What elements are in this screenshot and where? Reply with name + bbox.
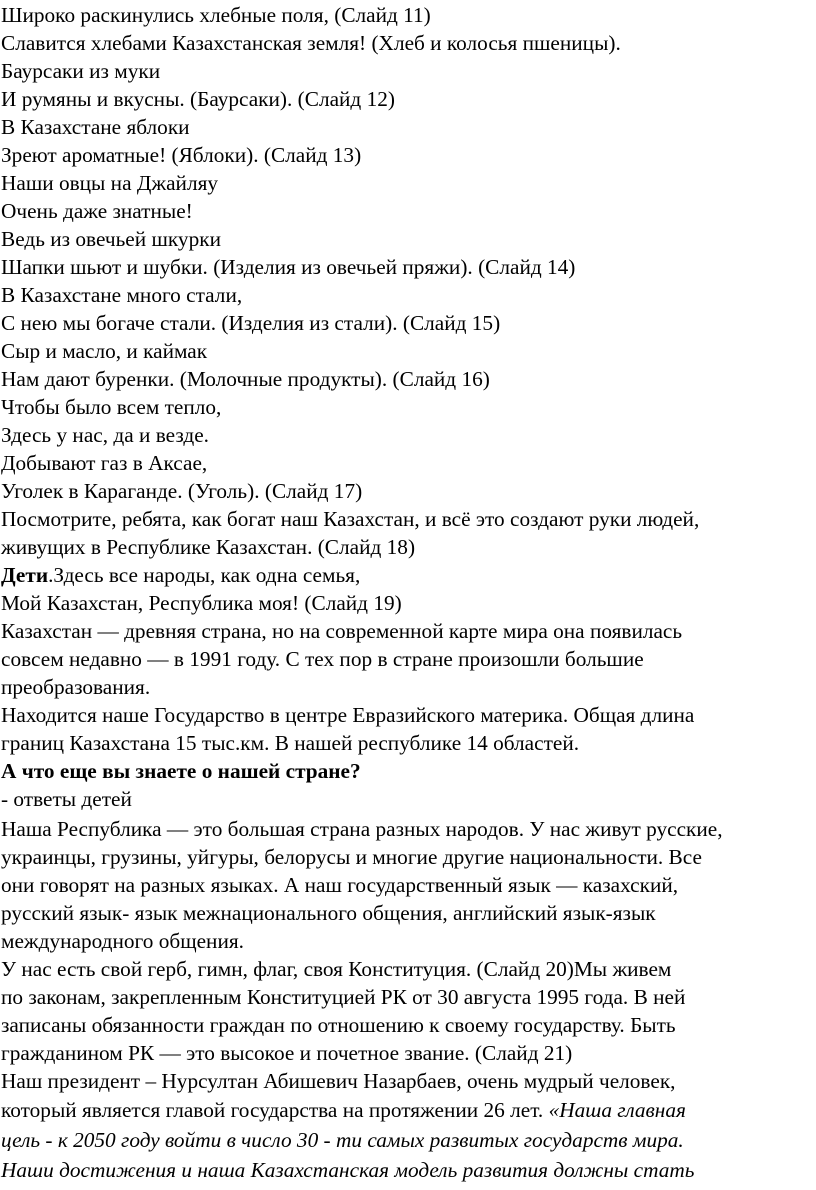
text-line: Наш президент – Нурсултан Абишевич Назарбаев, очень мудрый человек, [1, 1069, 676, 1093]
text-line: Ведь из овечьей шкурки [1, 227, 221, 251]
text-line: И румяны и вкусны. (Баурсаки). (Слайд 12) [1, 87, 395, 111]
text-line: В Казахстане много стали, [1, 283, 243, 307]
text-line: они говорят на разных языках. А наш государственный язык — казахский, [1, 873, 679, 897]
text-line: Здесь у нас, да и везде. [1, 423, 209, 447]
text-line: Чтобы было всем тепло, [1, 395, 222, 419]
text-line: гражданином РК — это высокое и почетное звание. (Слайд 21) [1, 1041, 573, 1065]
text-line: Казахстан — древняя страна, но на современной карте мира она появилась [1, 619, 683, 643]
italic-quote-line: цель - к 2050 году войти в число 30 - ти самых развитых государств мира. [1, 1128, 684, 1152]
text-line: Уголек в Караганде. (Уголь). (Слайд 17) [1, 479, 363, 503]
children-text: .Здесь все народы, как одна семья, [48, 563, 361, 587]
text-line: Баурсаки из муки [1, 59, 161, 83]
text-line: Мой Казахстан, Республика моя! (Слайд 19) [1, 591, 402, 615]
text-line: записаны обязанности граждан по отношению к своему государству. Быть [1, 1013, 676, 1037]
text-line: С нею мы богаче стали. (Изделия из стали). (Слайд 15) [1, 311, 501, 335]
text-line: Зреют ароматные! (Яблоки). (Слайд 13) [1, 143, 362, 167]
text-line: международного общения. [1, 929, 244, 953]
quote-start: «Наша главная [548, 1098, 686, 1122]
text-line: украинцы, грузины, уйгуры, белорусы и многие другие национальности. Все [1, 845, 702, 869]
text-line: Наша Республика — это большая страна разных народов. У нас живут русские, [1, 817, 723, 841]
text-line: живущих в Республике Казахстан. (Слайд 18) [1, 535, 416, 559]
children-label: Дети [1, 563, 49, 587]
text-line: У нас есть свой герб, гимн, флаг, своя Конституция. (Слайд 20)Мы живем [1, 957, 672, 981]
text-line: Сыр и масло, и каймак [1, 339, 208, 363]
text-line: совсем недавно — в 1991 году. С тех пор в стране произошли большие [1, 647, 644, 671]
mixed-line [1, 1097, 686, 1124]
text-line: - ответы детей [1, 787, 132, 811]
text-line: Посмотрите, ребята, как богат наш Казахстан, и всё это создают руки людей, [1, 507, 700, 531]
children-line [1, 562, 360, 589]
text-run: который является главой государства на протяжении 26 лет. [1, 1098, 549, 1122]
text-line: Нам дают буренки. (Молочные продукты). (Слайд 16) [1, 367, 490, 391]
text-line: Очень даже знатные! [1, 199, 193, 223]
text-line: по законам, закрепленным Конституцией РК от 30 августа 1995 года. В ней [1, 985, 686, 1009]
text-line: Шапки шьют и шубки. (Изделия из овечьей пряжи). (Слайд 14) [1, 255, 576, 279]
italic-quote-line: Наши достижения и наша Казахстанская модель развития должны стать [1, 1158, 695, 1182]
text-line: преобразования. [1, 675, 151, 699]
text-line: Широко раскинулись хлебные поля, (Слайд 11) [1, 3, 431, 27]
text-line: Славится хлебами Казахстанская земля! (Хлеб и колосья пшеницы). [1, 31, 621, 55]
question-heading: А что еще вы знаете о нашей стране? [1, 759, 361, 783]
text-line: Находится наше Государство в центре Евразийского материка. Общая длина [1, 703, 695, 727]
text-line: В Казахстане яблоки [1, 115, 190, 139]
text-line: Добывают газ в Аксае, [1, 451, 208, 475]
text-line: границ Казахстана 15 тыс.км. В нашей республике 14 областей. [1, 731, 580, 755]
text-line: Наши овцы на Джайляу [1, 171, 219, 195]
text-line: русский язык- язык межнационального общения, английский язык-язык [1, 901, 656, 925]
